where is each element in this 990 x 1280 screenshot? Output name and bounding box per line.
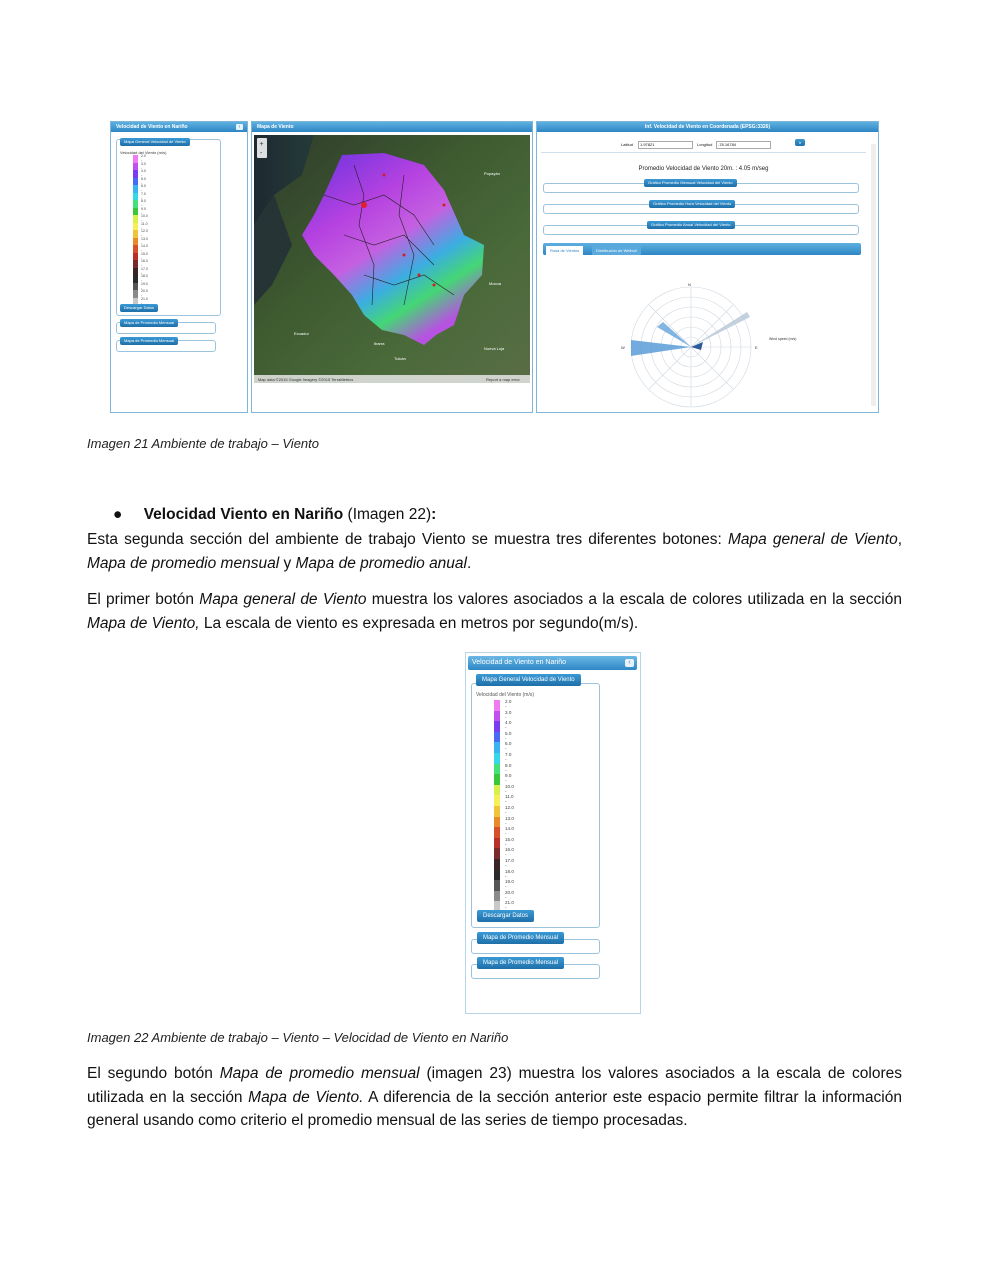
legend-tick-label: 14.0 - [141,244,148,252]
legend-tick-label: 13.0 - [505,815,514,826]
general-map-box [471,683,600,928]
collapse-icon[interactable]: ‹ [236,124,243,130]
legend-tick-label: 17.0 - [141,266,148,275]
legend-tick-label: 4.0 - [141,169,146,177]
zoom-out-button[interactable]: - [260,150,263,157]
legend-title: Velocidad del Viento (m/s) [120,150,167,155]
legend-tick-label: 13.0 - [141,236,148,245]
legend-swatch [494,785,500,796]
legend-tick-label: 7.0 - [141,191,146,200]
map-attribution: Map data ©2015 Google Imagery ©2015 TerraMetrics [258,377,354,382]
longitude-input[interactable]: -78.16784 [716,141,771,149]
lat-label: Latitud [621,142,634,147]
svg-text:N: N [688,282,691,287]
legend-swatch [494,795,500,806]
place-label: Popayán [484,171,500,176]
legend-title: Velocidad del Viento (m/s) [476,692,534,698]
legend-tick-label: 4.0 - [505,720,512,731]
svg-text:Tulcán: Tulcán [394,356,406,361]
legend-tick-label: 7.0 - [505,752,512,762]
legend-tick-label: 20.0 - [505,889,514,900]
wind-rose-chart [607,282,797,412]
svg-text:E: E [755,345,758,350]
svg-text:Nueva Loja: Nueva Loja [484,346,505,351]
nariño-panel-title: Velocidad de Viento en Nariño [468,656,637,670]
legend-tick-label: 16.0 - [141,259,148,267]
legend-tick-label: 19.0 - [505,879,514,890]
legend-swatch [494,870,500,881]
coordinate-panel-title: Inf. Velocidad de Viento en Coordenada (EPSG:3326) [537,122,878,132]
divider [541,152,866,153]
legend-tick-label: 15.0 - [141,251,148,260]
paragraph-2: El primer botón Mapa general de Viento muestra los valores asociados a la escala de colores utilizada en la sección Mapa de Viento, La escala de viento es expresada en metros por segundo(m/s). [87,591,902,632]
legend-swatch [494,742,500,753]
section-colon: : [431,506,437,523]
legend-swatch [494,848,500,859]
legend-tick-label: 18.0 - [505,868,514,879]
legend-swatch [494,774,500,785]
section-title: Velocidad Viento en Nariño [143,506,344,523]
legend-tick-label: 6.0 - [141,184,146,192]
legend-tick-label: 6.0 - [505,741,512,752]
wind-rose-legend: Wind speed (m/s) [769,337,797,341]
average-text: Promedio Velocidad de Viento 20m. : 4.05 m/seg [638,166,769,172]
legend-tick-label: 10.0 - [505,783,514,794]
legend-tick-label: 9.0 - [141,206,146,215]
general-map-box [116,139,221,316]
legend-swatch [494,806,500,817]
legend-tick-label: 8.0 - [141,199,146,207]
general-map-button[interactable]: Mapa General Velocidad de Viento [120,138,190,146]
legend-tick-label: 21.0 - [505,900,514,911]
wind-map-title: Mapa de Viento [252,122,532,132]
latitude-input[interactable]: 1.97821 [638,141,693,149]
tab-bar [543,243,861,255]
legend-tick-label: 14.0 - [505,826,514,837]
color-legend [494,699,514,911]
annual-map-button[interactable]: Mapa de Promedio Mensual [477,957,564,969]
legend-swatch [494,753,500,764]
svg-text:Mocoa: Mocoa [489,281,502,286]
legend-tick-label: 3.0 - [505,709,512,720]
legend-tick-label: 18.0 - [141,274,148,282]
legend-tick-label: 10.0 - [141,214,148,222]
caption-21: Imagen 21 Ambiente de trabajo – Viento [87,436,319,451]
caption-22: Imagen 22 Ambiente de trabajo – Viento – Velocidad de Viento en Nariño [87,1030,509,1045]
paragraph-1: Esta segunda sección del ambiente de trabajo Viento se muestra tres diferentes botones: Mapa general de Viento, Mapa de promedio mensual y Mapa de promedio anual. [87,531,903,572]
general-map-button[interactable]: Mapa General Velocidad de Viento [476,674,581,686]
legend-tick-label: 5.0 - [505,730,512,741]
legend-tick-label: 12.0 - [141,229,148,237]
svg-text:Ecuador: Ecuador [294,331,309,336]
svg-text:W: W [621,345,625,350]
legend-swatch [494,891,500,902]
paragraph-3: El segundo botón Mapa de promedio mensual (imagen 23) muestra los valores asociados a la escala de colores utilizada en la sección Mapa de Viento. A diferencia de la sección anterior este espacio permite filtrar la información general usando como criterio el promedio mensual de las series de tiempo procesadas. [87,1065,902,1129]
coordinate-info-panel [536,121,879,413]
legend-tick-label: 17.0 - [505,858,514,868]
monthly-chart-button[interactable]: Gráfico Promedio Mensual Velocidad del Viento [644,179,737,187]
legend-tick-label: 8.0 - [505,762,512,773]
svg-text:Ibarra: Ibarra [374,341,385,346]
legend-swatch [494,732,500,743]
report-map-error[interactable]: Report a map error [486,377,520,382]
legend-tick-label: 16.0 - [505,847,514,858]
legend-swatch [494,880,500,891]
nariño-panel-title: Velocidad de Viento en Nariño [111,122,247,132]
wind-map[interactable] [254,135,530,383]
hourly-chart-button[interactable]: Gráfico Promedio Hora Velocidad del Viento [649,200,735,208]
legend-tick-label: 3.0 - [141,161,146,170]
go-button[interactable]: ir [795,139,805,146]
legend-tick-label: 2.0 - [141,154,146,162]
lon-label: Longitud [697,142,713,147]
monthly-map-button[interactable]: Mapa de Promedio Mensual [120,319,178,327]
tab-wind-rose[interactable]: Rosa de Vientos [546,246,583,255]
legend-swatch [494,827,500,838]
tab-weibull[interactable]: Distribución de Weibull [592,246,641,255]
legend-tick-label: 21.0 - [141,296,148,305]
legend-swatch [494,817,500,828]
legend-tick-label: 11.0 - [505,794,514,805]
wind-map-panel [251,121,533,413]
figure-22-screenshot [465,652,641,1014]
legend-tick-label: 19.0 - [141,281,148,290]
color-legend [133,154,148,305]
legend-tick-label: 11.0 - [141,221,148,230]
nariño-panel [110,121,248,413]
legend-tick-label: 20.0 - [141,289,148,297]
legend-swatch [494,764,500,775]
legend-swatch [494,859,500,870]
legend-tick-label: 15.0 - [505,836,514,847]
download-button[interactable]: Descargar Datos [120,304,158,312]
annual-map-button[interactable]: Mapa de Promedio Mensual [120,337,178,345]
monthly-map-button[interactable]: Mapa de Promedio Mensual [477,932,564,944]
legend-tick-label: 5.0 - [141,176,146,185]
legend-swatch [494,838,500,849]
zoom-in-button[interactable]: + [259,141,264,148]
collapse-icon[interactable]: ‹ [625,659,634,667]
legend-tick-label: 9.0 - [505,773,512,784]
legend-swatch [494,700,500,711]
download-button[interactable]: Descargar Datos [477,910,534,922]
bullet: ● [113,506,123,523]
section-heading [113,506,436,524]
figure-21-screenshot [110,121,879,413]
legend-tick-label: 12.0 - [505,805,514,815]
section-ref: (Imagen 22) [343,506,432,523]
legend-swatch [494,711,500,722]
scrollbar[interactable] [871,144,876,406]
legend-tick-label: 2.0 - [505,699,512,709]
annual-chart-button[interactable]: Gráfico Promedio Anual Velocidad del Viento [647,221,735,229]
legend-swatch [494,721,500,732]
